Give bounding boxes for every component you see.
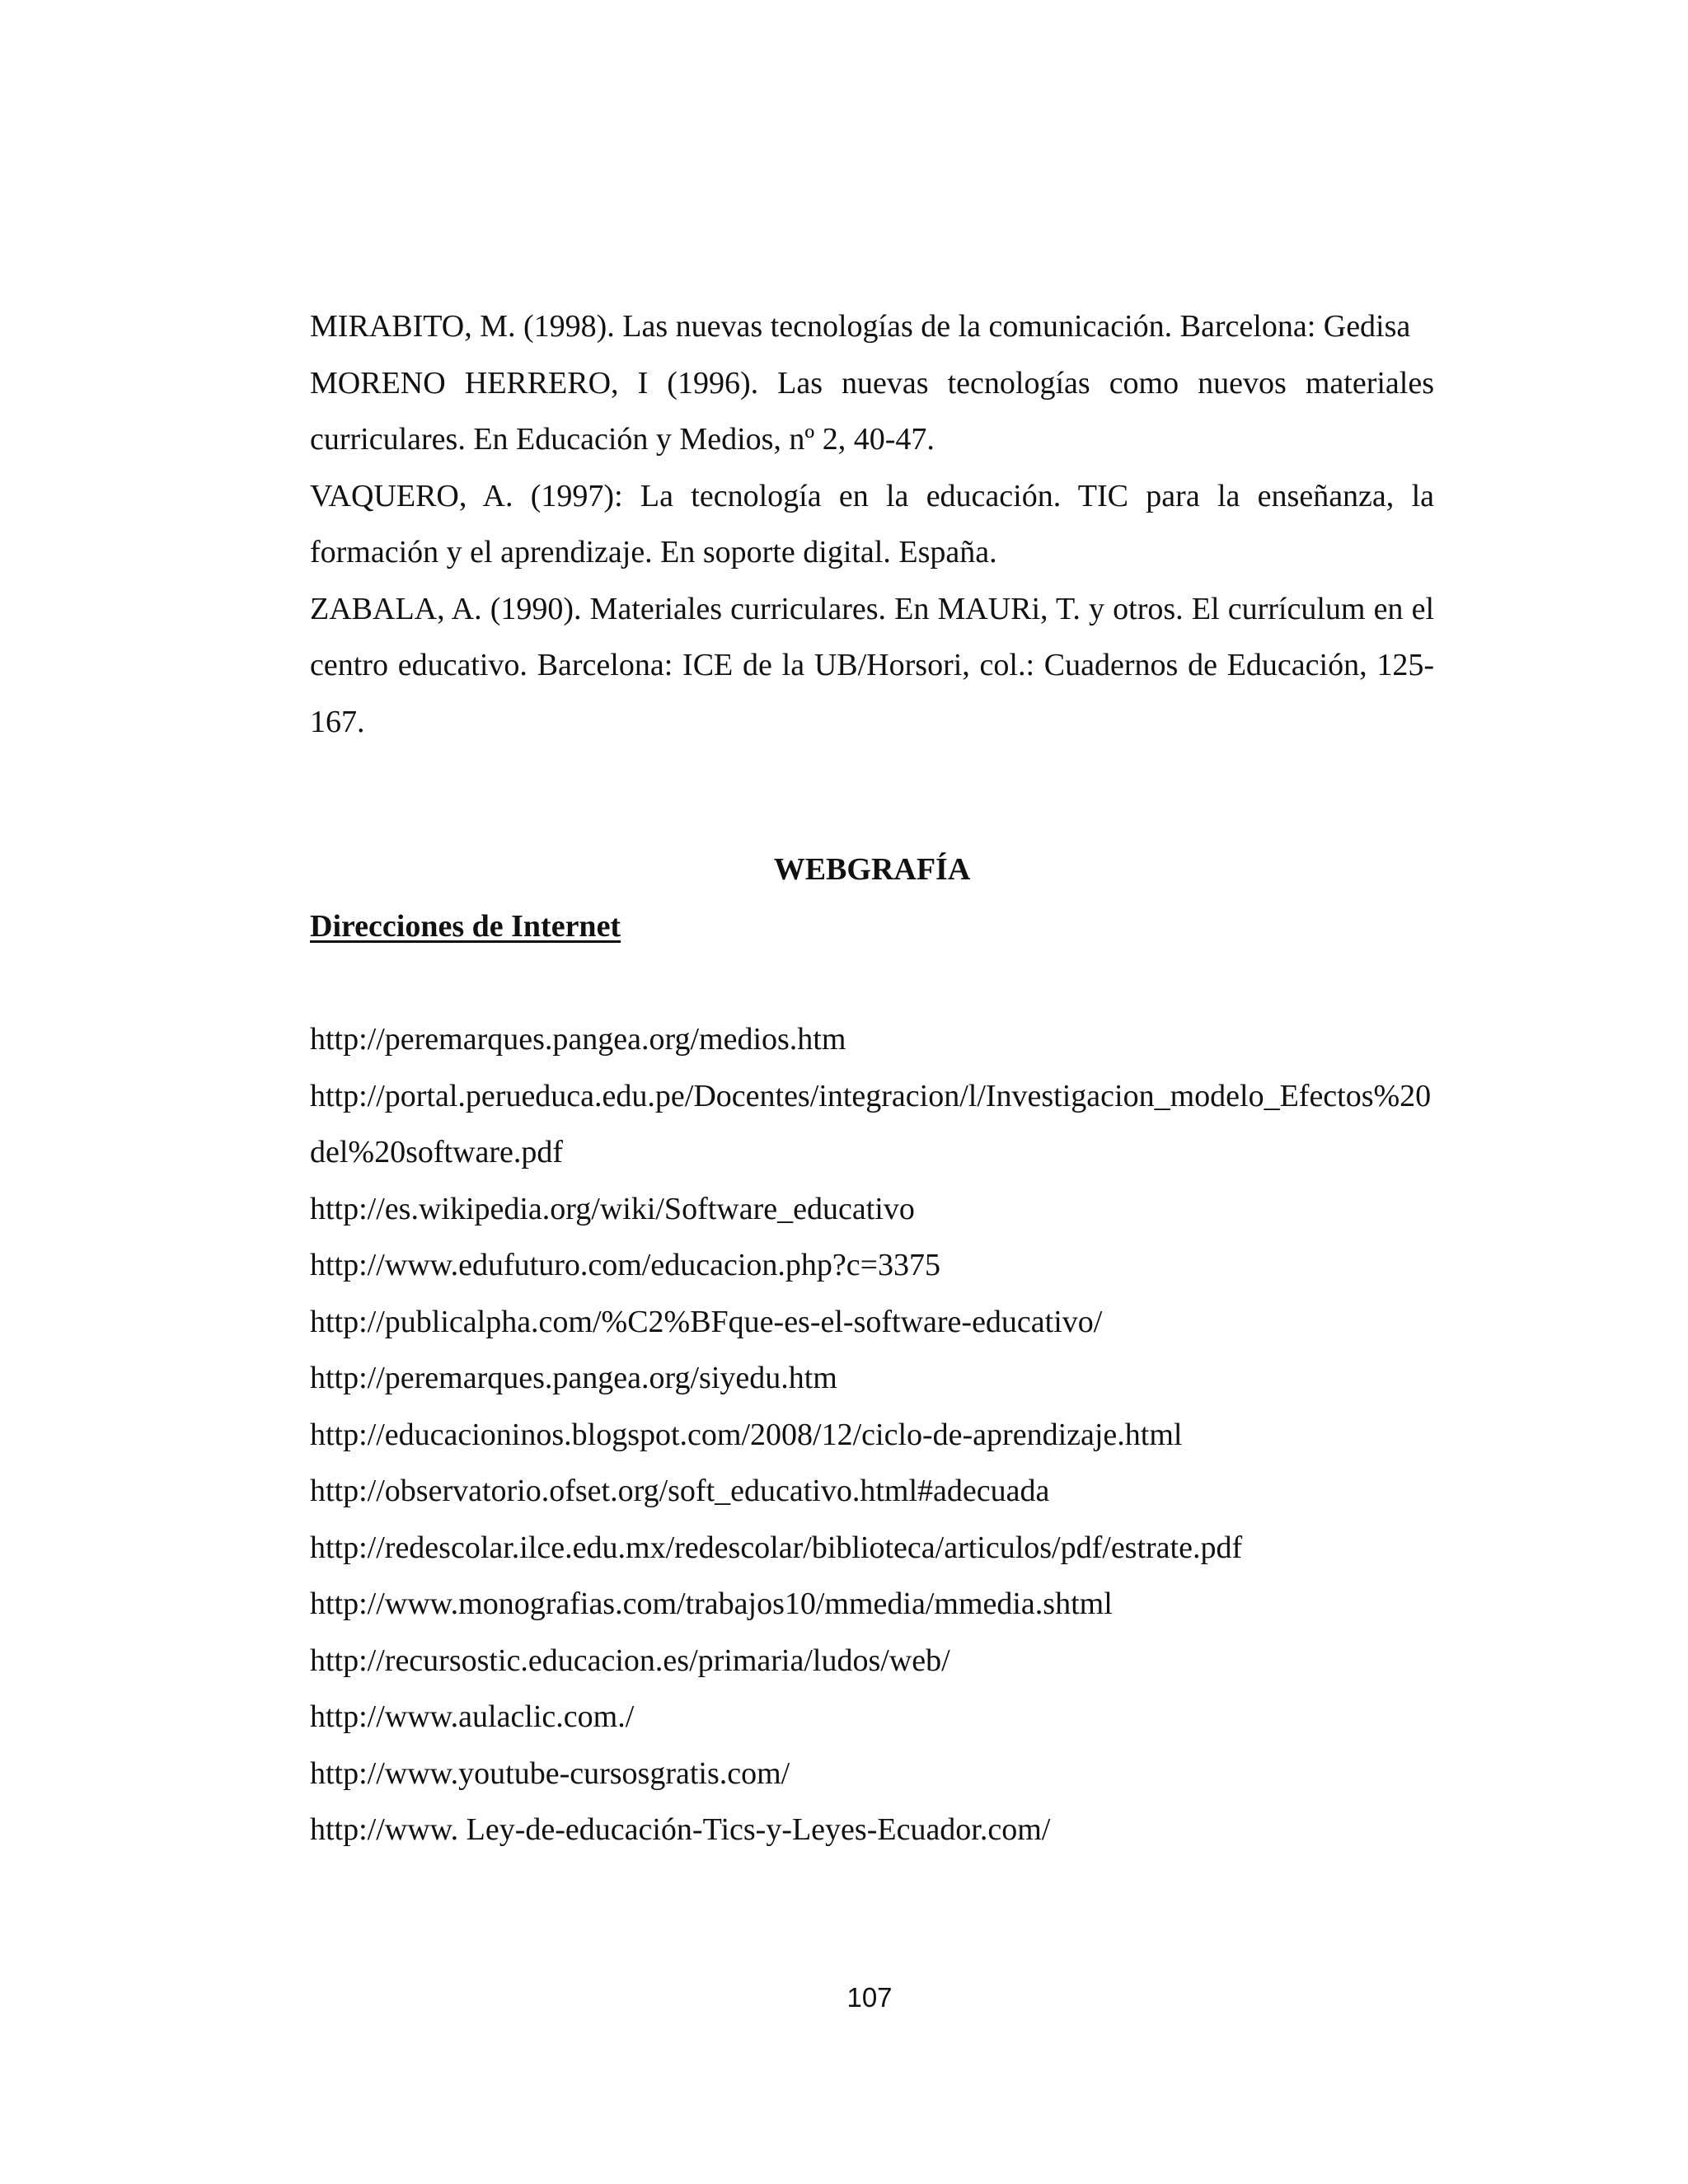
url-item: http://es.wikipedia.org/wiki/Software_educativo: [310, 1191, 915, 1226]
reference-entry-mirabito: MIRABITO, M. (1998). Las nuevas tecnologías de la comunicación. Barcelona: Gedisa: [310, 309, 1411, 344]
url-item: http://www.monografias.com/trabajos10/mmedia/mmedia.shtml: [310, 1586, 1113, 1621]
url-item: http://redescolar.ilce.edu.mx/redescolar/biblioteca/articulos/pdf/estrate.pdf: [310, 1530, 1243, 1565]
url-item: http://educacioninos.blogspot.com/2008/12/ciclo-de-aprendizaje.html: [310, 1417, 1183, 1452]
url-item: http://recursostic.educacion.es/primaria/ludos/web/: [310, 1643, 950, 1678]
page-number: 107: [846, 1982, 893, 2013]
url-item: http://peremarques.pangea.org/siyedu.htm: [310, 1361, 837, 1395]
url-item: http://peremarques.pangea.org/medios.htm: [310, 1022, 846, 1057]
url-item: http://www.edufuturo.com/educacion.php?c=3375: [310, 1248, 941, 1282]
webgrafia-heading: WEBGRAFÍA: [773, 852, 971, 887]
url-item: http://observatorio.ofset.org/soft_educativo.html#adecuada: [310, 1474, 1050, 1508]
url-list: [310, 1011, 1434, 1858]
url-item: http://publicalpha.com/%C2%BFque-es-el-software-educativo/: [310, 1304, 1103, 1339]
reference-entry-moreno-herrero: MORENO HERRERO, I (1996). Las nuevas tecnologías como nuevos materiales curriculares. En Educación y Medios, nº 2, 40-47.: [310, 365, 1434, 457]
reference-entry-vaquero: VAQUERO, A. (1997): La tecnología en la educación. TIC para la enseñanza, la formación y el aprendizaje. En soporte digital. España.: [310, 478, 1434, 569]
url-item: http://www. Ley-de-educación-Tics-y-Leyes-Ecuador.com/: [310, 1812, 1051, 1847]
reference-entry-zabala: ZABALA, A. (1990). Materiales curriculares. En MAURi, T. y otros. El currículum en el centro educativo. Barcelona: ICE de la UB/Horsori, col.: Cuadernos de Educación, 125-167.: [310, 591, 1434, 739]
url-item: http://portal.perueduca.edu.pe/Docentes/integracion/l/Investigacion_modelo_Efectos%20del%20software.pdf: [310, 1078, 1432, 1169]
internet-addresses-subheading: Direcciones de Internet: [310, 909, 621, 944]
url-item: http://www.aulaclic.com./: [310, 1699, 635, 1734]
url-item: http://www.youtube-cursosgratis.com/: [310, 1755, 790, 1791]
page-content: [310, 298, 1434, 1858]
